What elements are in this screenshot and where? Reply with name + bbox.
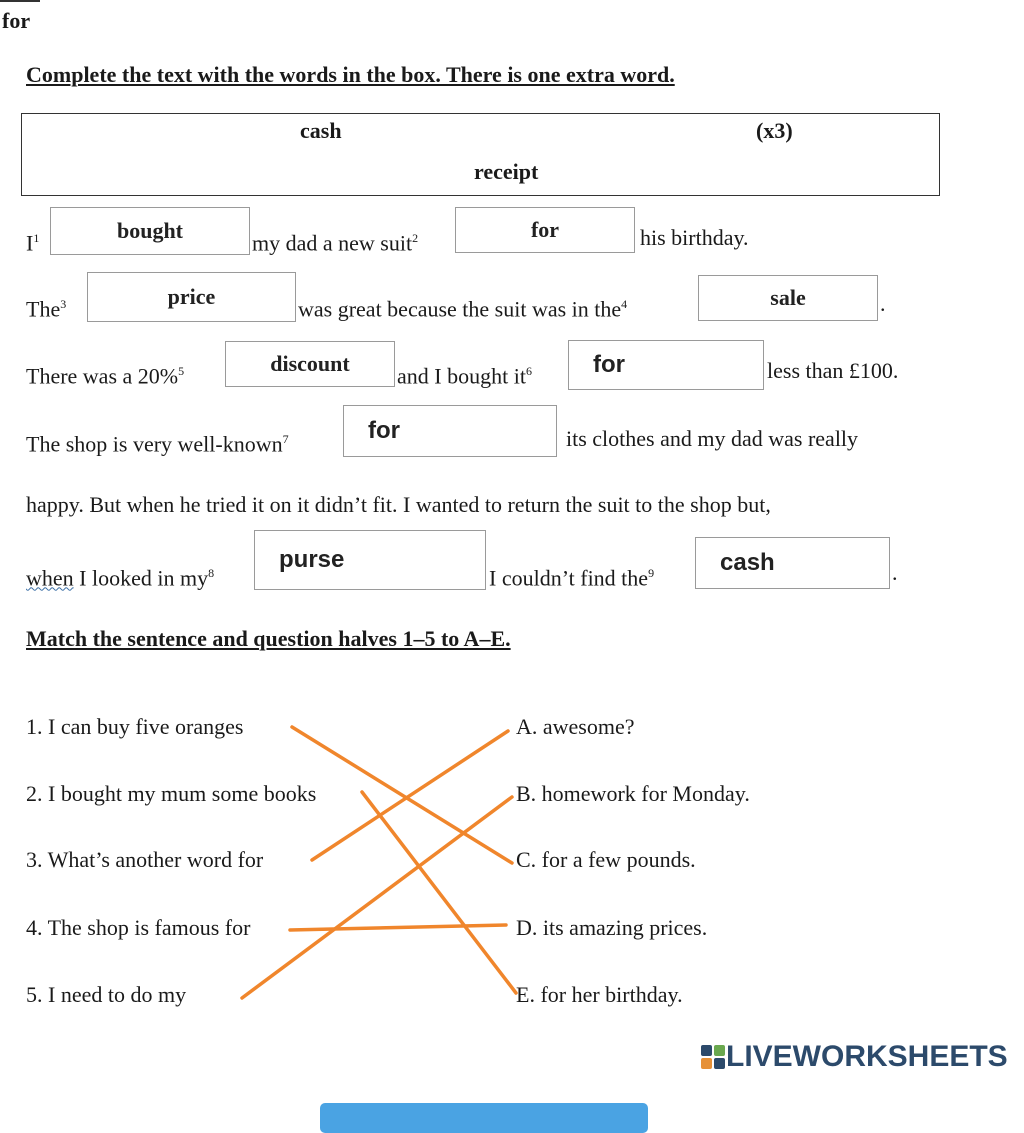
text-line6-middle: I couldn’t find the$^9$ [489,565,655,591]
blank-3[interactable]: price [87,272,296,322]
blank-8[interactable]: purse [254,530,486,590]
logo-icon [700,1044,726,1070]
bottom-action-button[interactable] [320,1103,648,1133]
match-right-a: A. awesome? [516,714,635,739]
text-line2-middle: was great because the suit was in the$^4$ [298,296,628,322]
blank-9[interactable]: cash [695,537,890,589]
text-line1-start: $I^1$ [26,230,40,256]
match-line-4-d[interactable] [290,925,506,930]
logo-text: LIVEWORKSHEETS [726,1040,1008,1073]
blank-2[interactable]: for [455,207,635,253]
leftover-word: for [2,8,31,33]
blank-6[interactable]: for [568,340,764,390]
text-line2-end: . [880,291,886,316]
match-left-4: 4. The shop is famous for [26,915,251,940]
match-right-b: B. homework for Monday. [516,781,750,806]
text-line6-start: when I looked in $my^8$ [26,565,215,591]
blank-7[interactable]: for [343,405,557,457]
match-left-5: 5. I need to do my [26,982,187,1007]
match-left-3: 3. What’s another word for [26,847,264,872]
match-right-c: C. for a few pounds. [516,847,696,872]
match-right-e: E. for her birthday. [516,982,683,1007]
text-line3-start: There was a 20%$^5$ [26,363,185,389]
text-line3-end: less than £100. [767,358,899,383]
blank-5[interactable]: discount [225,341,395,387]
text-line6-end: . [892,560,898,585]
text-line4-start: The shop is very well-known$^7$ [26,431,289,457]
box-word-cash: cash [300,118,342,143]
blank-4[interactable]: sale [698,275,878,321]
text-line2-start: The$^3$ [26,296,67,322]
text-line3-middle: and I bought $it^6$ [397,363,532,389]
liveworksheets-logo [700,1040,1008,1074]
match-left-1: 1. I can buy five oranges [26,714,244,739]
match-line-5-b[interactable] [242,797,512,998]
instruction-part2: Match the sentence and question halves 1–5 to A–E. [26,626,511,651]
match-left-2: 2. I bought my mum some books [26,781,317,806]
text-line5: happy. But when he tried it on it didn’t fit. I wanted to return the suit to the shop but, [26,492,771,517]
match-right-d: D. its amazing prices. [516,915,708,940]
blank-1[interactable]: bought [50,207,250,255]
text-line4-end: its clothes and my dad was really [566,426,859,451]
box-word-receipt: receipt [474,159,539,184]
box-word-multiplier: (x3) [756,118,793,143]
text-line1-middle: my dad a new suit$^2$ [252,230,419,256]
text-line1-end: his birthday. [640,225,749,250]
instruction-part1: Complete the text with the words in the box. There is one extra word. [26,62,675,87]
